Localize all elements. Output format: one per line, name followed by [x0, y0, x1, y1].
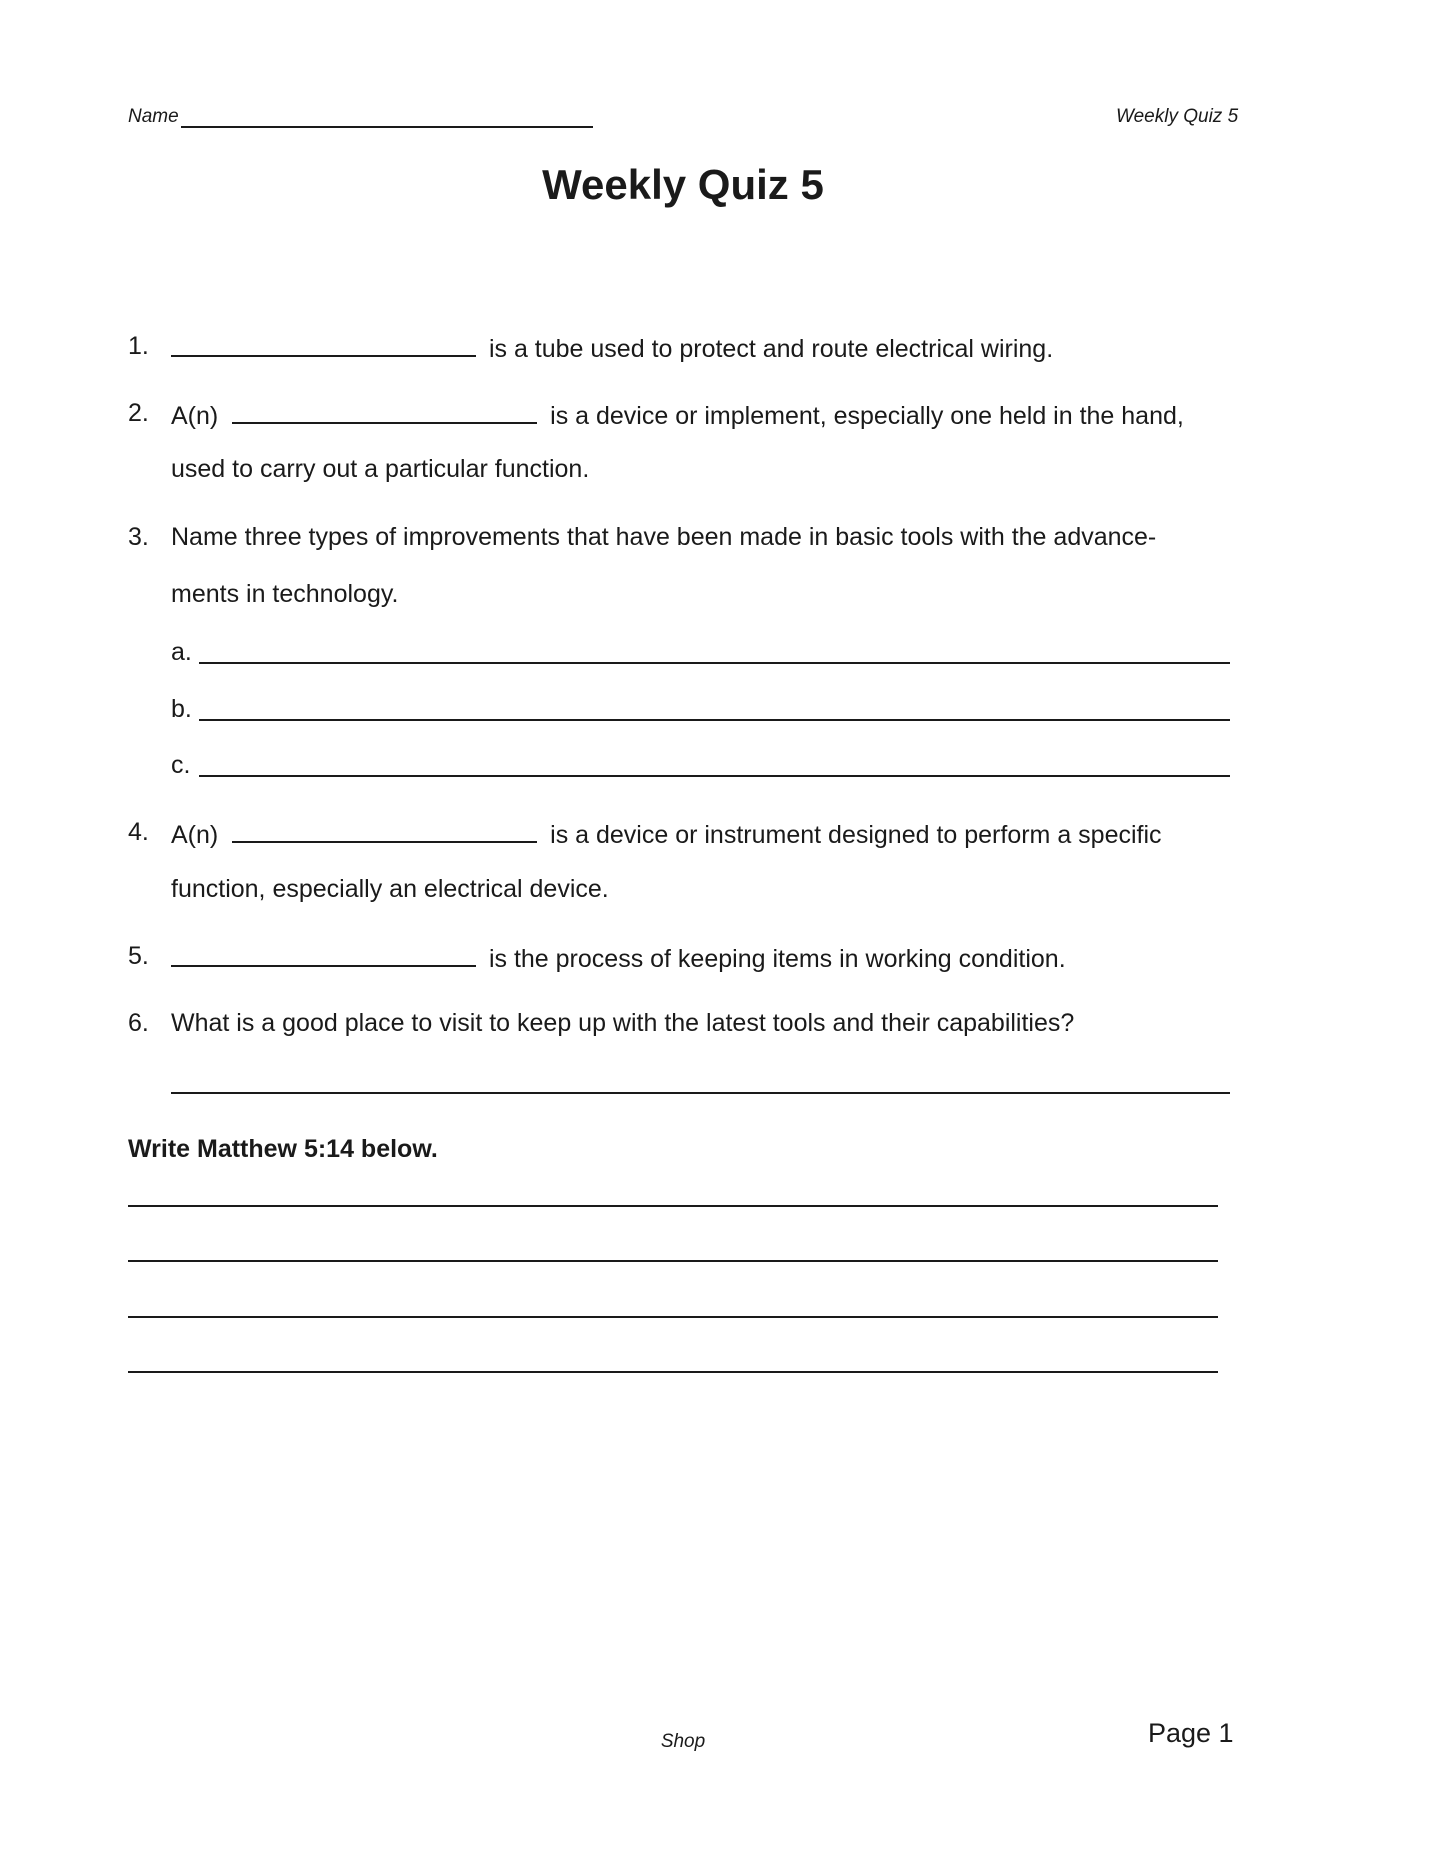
question-3-sub-a-label: a. [171, 638, 192, 666]
question-5-blank[interactable] [171, 941, 476, 967]
question-3-number: 3. [128, 523, 149, 551]
writing-line-2[interactable] [128, 1260, 1218, 1262]
question-3-sub-c-line[interactable] [199, 775, 1230, 777]
name-field [128, 106, 593, 128]
page-number: Page 1 [1148, 1718, 1234, 1748]
question-6-text: What is a good place to visit to keep up with the latest tools and their capabilities? [171, 1009, 1075, 1037]
question-1 [171, 331, 1053, 364]
name-blank[interactable] [181, 108, 593, 128]
footer-subject: Shop [660, 1731, 706, 1752]
question-4-number: 4. [128, 818, 149, 846]
question-1-blank[interactable] [171, 331, 476, 357]
question-4-prefix: A(n) [171, 821, 219, 849]
question-1-number: 1. [128, 332, 149, 360]
question-4-text: is a device or instrument designed to perform a specific [550, 821, 1162, 849]
question-3-continuation: ments in technology. [171, 580, 399, 608]
page-title: Weekly Quiz 5 [542, 161, 824, 208]
question-4-blank[interactable] [232, 817, 537, 843]
writing-line-1[interactable] [128, 1205, 1218, 1207]
question-2-blank[interactable] [232, 398, 537, 424]
question-3-sub-b-line[interactable] [199, 719, 1230, 721]
question-2 [171, 398, 1184, 431]
question-2-continuation: used to carry out a particular function. [171, 455, 590, 483]
question-3-text: Name three types of improvements that have been made in basic tools with the advance- [171, 523, 1157, 551]
writing-line-3[interactable] [128, 1316, 1218, 1318]
writing-line-4[interactable] [128, 1371, 1218, 1373]
question-3-sub-a-line[interactable] [199, 662, 1230, 664]
header-quiz-label: Weekly Quiz 5 [1116, 106, 1239, 127]
memory-verse-instruction: Write Matthew 5:14 below. [128, 1135, 438, 1163]
name-label: Name [128, 106, 179, 127]
question-4 [171, 817, 1162, 850]
question-4-continuation: function, especially an electrical device. [171, 875, 609, 903]
question-2-text: is a device or implement, especially one held in the hand, [550, 402, 1184, 430]
question-3-sub-b-label: b. [171, 695, 192, 723]
question-1-text: is a tube used to protect and route electrical wiring. [488, 335, 1054, 363]
question-6-number: 6. [128, 1009, 149, 1037]
question-6-answer-line[interactable] [171, 1092, 1230, 1094]
question-2-prefix: A(n) [171, 402, 219, 430]
question-2-number: 2. [128, 399, 149, 427]
question-5 [171, 941, 1066, 974]
question-3-sub-c-label: c. [171, 751, 191, 779]
question-5-text: is the process of keeping items in working condition. [488, 945, 1066, 973]
question-5-number: 5. [128, 942, 149, 970]
